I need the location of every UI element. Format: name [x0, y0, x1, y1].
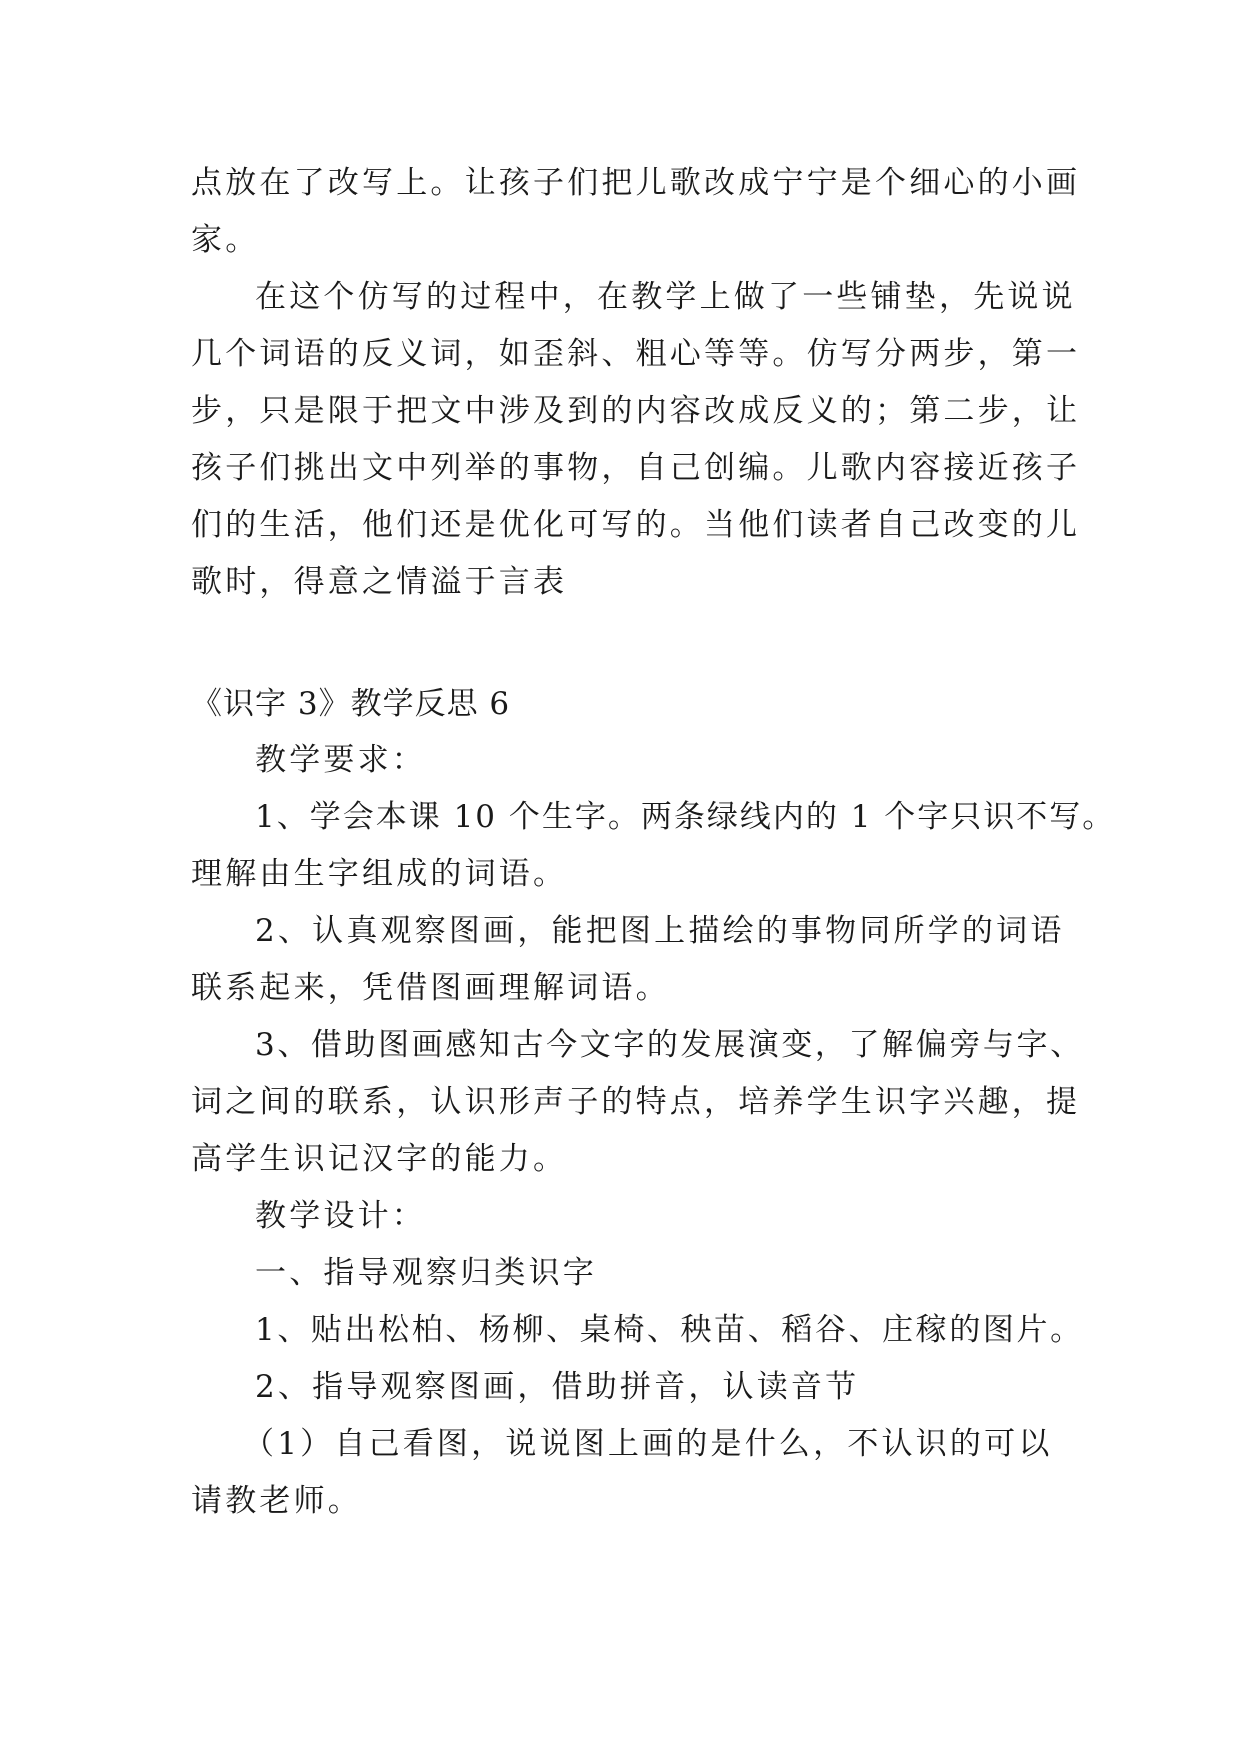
text-line: 几个词语的反义词，如歪斜、粗心等等。仿写分两步，第一 [191, 336, 1081, 372]
text-line: 3、借助图画感知古今文字的发展演变，了解偏旁与字、 [255, 1027, 1084, 1063]
text-line: 歌时，得意之情溢于言表 [191, 564, 568, 600]
text-line: 步，只是限于把文中涉及到的内容改成反义的；第二步，让 [191, 393, 1081, 429]
text-line: 们的生活，他们还是优化可写的。当他们读者自己改变的儿 [191, 507, 1081, 543]
text-line: 点放在了改写上。让孩子们把儿歌改成宁宁是个细心的小画 [191, 165, 1081, 201]
text-line: （1）自己看图，说说图上画的是什么，不认识的可以 [243, 1426, 1053, 1462]
text-line: 一、指导观察归类识字 [255, 1255, 597, 1291]
text-line: 1、学会本课 10 个生字。两条绿线内的 1 个字只识不写。 [255, 799, 1116, 835]
requirements-heading: 教学要求： [255, 742, 426, 778]
text-line: 理解由生字组成的词语。 [191, 856, 568, 892]
text-line: 2、指导观察图画，借助拼音，认读音节 [255, 1369, 860, 1405]
text-line: 词之间的联系，认识形声子的特点，培养学生识字兴趣，提 [191, 1084, 1081, 1120]
text-line: 2、认真观察图画，能把图上描绘的事物同所学的词语 [255, 913, 1065, 949]
text-line: 请教老师。 [191, 1483, 362, 1519]
text-line: 在这个仿写的过程中，在教学上做了一些铺垫，先说说 [255, 279, 1076, 315]
text-line: 联系起来，凭借图画理解词语。 [191, 970, 670, 1006]
section-title: 《识字 3》教学反思 6 [191, 686, 511, 722]
text-line: 家。 [191, 222, 260, 258]
design-heading: 教学设计： [255, 1198, 426, 1234]
text-line: 高学生识记汉字的能力。 [191, 1141, 568, 1177]
text-line: 孩子们挑出文中列举的事物，自己创编。儿歌内容接近孩子 [191, 450, 1081, 486]
text-line: 1、贴出松柏、杨柳、桌椅、秧苗、稻谷、庄稼的图片。 [255, 1312, 1084, 1348]
